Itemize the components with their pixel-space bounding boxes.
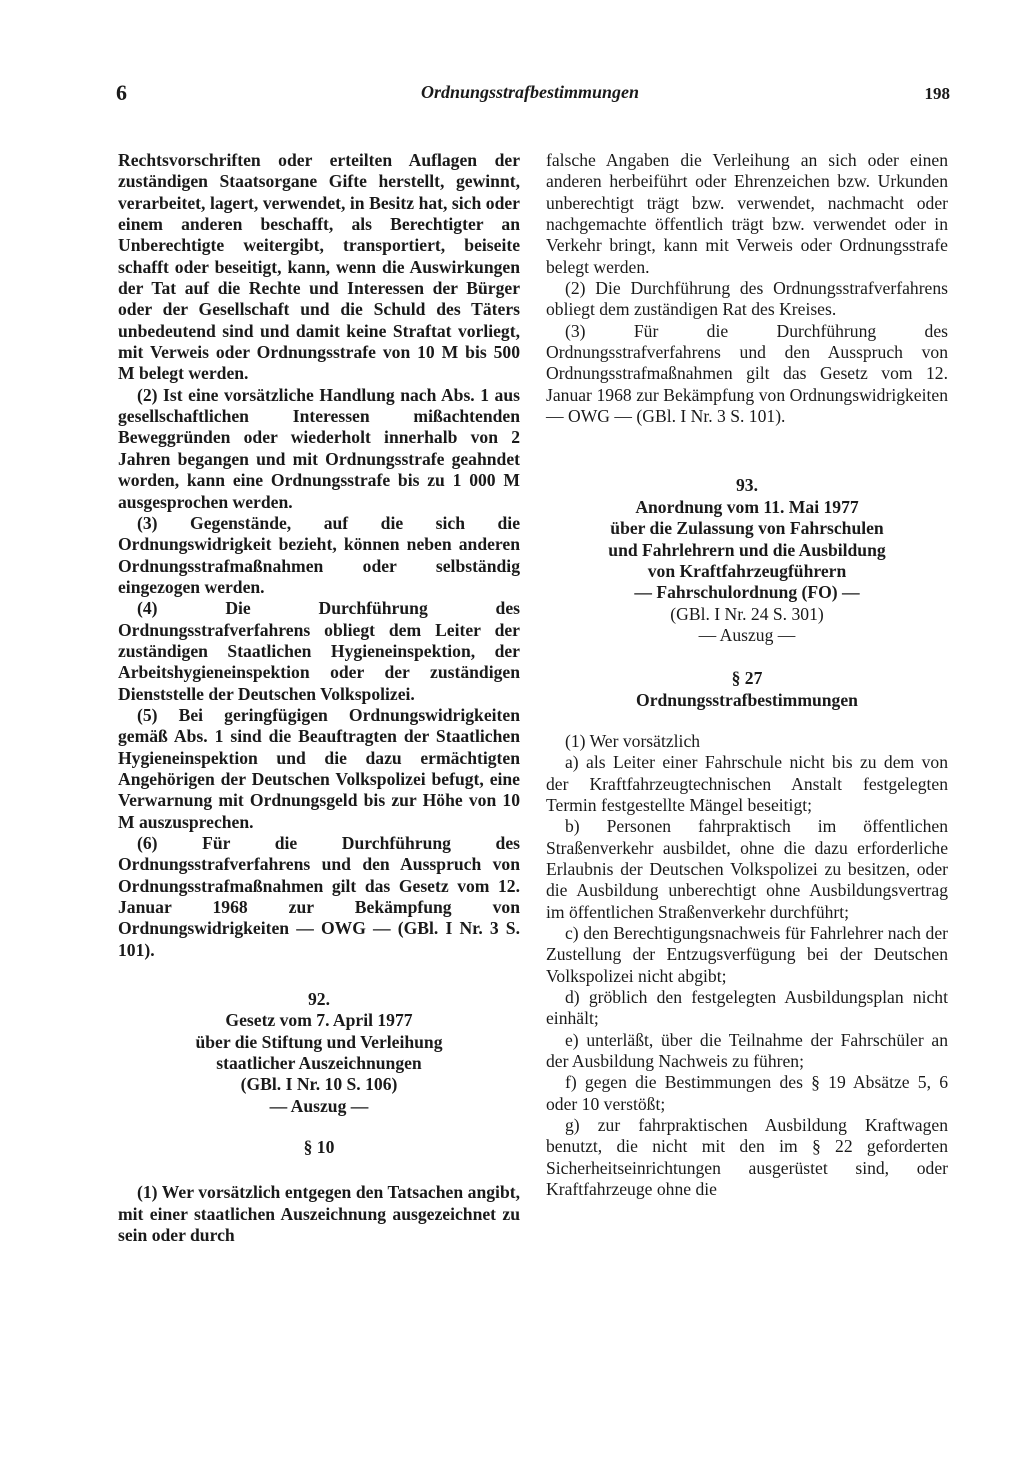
left-section-body bbox=[118, 150, 520, 961]
page-number: 198 bbox=[924, 84, 950, 103]
section-92-source: (GBl. I Nr. 10 S. 106) bbox=[240, 1074, 398, 1095]
paragraph-continuation: falsche Angaben die Verleihung an sich oder einen anderen herbeiführt oder Ehrenzeichen bzw. Urkunden unberechtigt trägt bzw. verwendet, nachmacht oder nachgemachte öffentlich trägt bzw. verwendet oder in Verkehr bringt, kann mit Verweis oder Ordnungsstrafe belegt werden. bbox=[546, 150, 948, 277]
section-93-paragraph-sign: § 27 bbox=[731, 668, 763, 689]
section-92-paragraph-sign: § 10 bbox=[303, 1137, 335, 1158]
section-93-number: 93. bbox=[736, 475, 758, 496]
section-92-paragraph-1: (1) Wer vorsätzlich entgegen den Tatsachen angibt, mit einer staatlichen Auszeichnung ausgezeichnet zu sein oder durch bbox=[118, 1182, 520, 1246]
right-column bbox=[546, 150, 948, 1200]
paragraph-4: (4) Die Durchführung des Ordnungsstrafverfahrens obliegt dem Leiter der zuständigen Staatlichen Hygieneinspektion, der Arbeitshygieneinspektion oder der zuständigen Dienststelle der Deutschen Volkspolizei. bbox=[118, 598, 520, 704]
paragraph-3: (3) Gegenstände, auf die sich die Ordnungswidrigkeit bezieht, können neben anderen Ordnungsstrafmaßnahmen oder selbständig eingezogen werden. bbox=[118, 512, 520, 597]
list-item-a: a) als Leiter einer Fahrschule nicht bis zu dem von der Kraftfahrzeugtechnischen Anstalt festgelegten Termin festgestellte Mängel beseitigt; bbox=[546, 752, 948, 815]
left-column bbox=[118, 150, 520, 1247]
section-93-body bbox=[546, 731, 948, 1201]
section-93-source: (GBl. I Nr. 24 S. 301) bbox=[670, 603, 824, 624]
paragraph-continuation: Rechtsvorschriften oder erteilten Auflagen der zuständigen Staatsorgane Gifte herstellt, gewinnt, verarbeitet, lagert, verwendet, in Besitz hat, sich oder einem anderen beschafft, als Berechtigter an Unberechtigte weitergibt, transportiert, beiseite schafft oder beseitigt, kann, wenn die Auswirkungen der Tat auf die Rechte und Interessen der Bürger oder der Gesellschaft und die Schuld des Täters unbedeutend sind und damit keine Straftat vorliegt, mit Verweis oder Ordnungsstrafe von 10 M bis 500 M belegt werden. bbox=[118, 150, 520, 384]
running-header-title: Ordnungsstrafbestimmungen bbox=[420, 82, 640, 102]
section-92-title-line-2: über die Stiftung und Verleihung bbox=[195, 1031, 443, 1052]
section-93-title-line-4: von Kraftfahrzeugführern bbox=[647, 560, 847, 581]
section-93-title-line-2: über die Zulassung von Fahrschulen bbox=[610, 518, 884, 539]
section-93-excerpt-label: — Auszug — bbox=[698, 624, 796, 645]
list-item-e: e) unterläßt, über die Teilnahme der Fahrschüler an der Ausbildung Nachweis zu führen; bbox=[546, 1029, 948, 1072]
list-item-d: d) gröblich den festgelegten Ausbildungsplan nicht einhält; bbox=[546, 987, 948, 1029]
chapter-number: 6 bbox=[116, 80, 127, 105]
section-92-heading bbox=[118, 989, 520, 1117]
section-93-paragraph-heading bbox=[546, 668, 948, 711]
section-92-number: 92. bbox=[308, 989, 330, 1010]
paragraph-5: (5) Bei geringfügigen Ordnungswidrigkeiten gemäß Abs. 1 sind die Beauftragten der Staatlichen Hygieneinspektion und die dazu ermächtigten Angehörigen der Deutschen Volkspolizei befugt, eine Verwarnung mit Ordnungsgeld bis zur Höhe von 10 M auszusprechen. bbox=[118, 704, 520, 832]
paragraph-3: (3) Für die Durchführung des Ordnungsstrafverfahrens und den Ausspruch von Ordnungsstrafmaßnahmen gilt das Gesetz vom 12. Januar 1968 zur Bekämpfung von Ordnungswidrigkeiten — OWG — (GBl. I Nr. 3 S. 101). bbox=[546, 320, 948, 427]
list-item-b: b) Personen fahrpraktisch im öffentlichen Straßenverkehr ausbildet, ohne die dazu erforderliche Erlaubnis der Deutschen Volkspolizei zu besitzen, oder die Ausbildung unberechtigt ohne Ausbildungsvertrag im öffentlichen Straßenverkehr durchführt; bbox=[546, 816, 948, 922]
section-93-title-line-3: und Fahrlehrern und die Ausbildung bbox=[608, 539, 886, 560]
list-item-g: g) zur fahrpraktischen Ausbildung Kraftwagen benutzt, die nicht mit den im § 22 geforderten Sicherheitseinrichtungen ausgerüstet sind, oder Kraftfahrzeuge ohne die bbox=[546, 1115, 948, 1200]
section-92-title-line-1: Gesetz vom 7. April 1977 bbox=[225, 1010, 413, 1031]
section-93-title-line-5: — Fahrschulordnung (FO) — bbox=[634, 582, 860, 603]
section-93-title-line-1: Anordnung vom 11. Mai 1977 bbox=[635, 496, 859, 517]
section-92-excerpt-label: — Auszug — bbox=[269, 1095, 369, 1116]
paragraph-2: (2) Ist eine vorsätzliche Handlung nach Abs. 1 aus gesellschaftlichen Interessen mißachtenden Beweggründen oder wiederholt innerhalb von 2 Jahren begangen und mit Ordnungsstrafe geahndet worden, kann eine Ordnungsstrafe bis zu 1 000 M ausgesprochen werden. bbox=[118, 384, 520, 512]
section-93-intro: (1) Wer vorsätzlich bbox=[565, 730, 701, 751]
section-92-title-line-3: staatlicher Auszeichnungen bbox=[216, 1053, 422, 1074]
section-92-body bbox=[118, 1182, 520, 1246]
list-item-f: f) gegen die Bestimmungen des § 19 Absätze 5, 6 oder 10 verstößt; bbox=[546, 1072, 948, 1114]
paragraph-6: (6) Für die Durchführung des Ordnungsstrafverfahrens und den Ausspruch von Ordnungsstrafmaßnahmen gilt das Gesetz vom 12. Januar 1968 zur Bekämpfung von Ordnungswidrigkeiten — OWG — (GBl. I Nr. 3 S. 101). bbox=[118, 833, 520, 960]
section-93-paragraph-title: Ordnungsstrafbestimmungen bbox=[636, 689, 858, 710]
section-93-heading bbox=[546, 475, 948, 646]
paragraph-2: (2) Die Durchführung des Ordnungsstrafverfahrens obliegt dem zuständigen Rat des Kreises. bbox=[546, 278, 948, 320]
list-item-c: c) den Berechtigungsnachweis für Fahrlehrer nach der Zustellung der Entzugsverfügung bei der Deutschen Volkspolizei nicht abgibt; bbox=[546, 923, 948, 986]
